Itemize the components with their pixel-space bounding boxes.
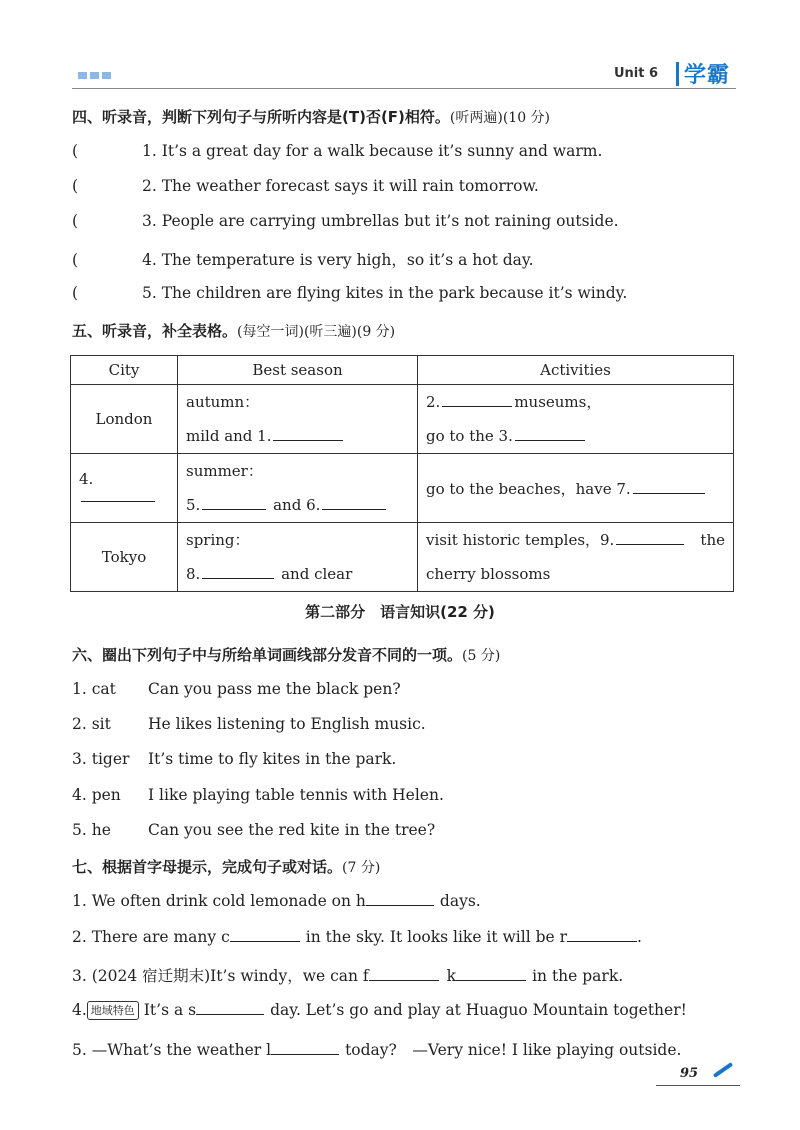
col-header-season: Best season (178, 356, 418, 385)
pronunciation-item-1: 1. cat Can you pass me the black pen? (72, 680, 401, 698)
activities-cell: 2. museums， go to the 3. (418, 385, 734, 454)
tf-item-5: ( 5. The children are flying kites in the park because it’s windy. (72, 284, 628, 302)
completion-item-2: 2. There are many c in the sky. It looks like it will be r . (72, 928, 642, 946)
activities-cell: visit historic temples，9. the cherry blossoms (418, 523, 734, 592)
season-cell: summer： 5. and 6. (178, 454, 418, 523)
completion-item-5: 5. —What’s the weather l today? —Very nice! I like playing outside. (72, 1041, 682, 1059)
section-5-title: 五、听录音，补全表格。(每空一词)(听三遍)(9 分) (72, 322, 396, 340)
city-cell: 4. (71, 454, 178, 523)
section-4-title: 四、听录音，判断下列句子与所听内容是(T)否(F)相符。(听两遍)(10 分) (72, 108, 551, 126)
table-row (71, 523, 734, 592)
answer-blank[interactable] (442, 405, 512, 407)
answer-paren[interactable]: ( (72, 142, 79, 160)
regional-feature-tag: 地域特色 (87, 1001, 139, 1020)
completion-item-1: 1. We often drink cold lemonade on h days. (72, 892, 481, 910)
tf-item-2: ( 2. The weather forecast says it will rain tomorrow. (72, 177, 539, 195)
logo-bar (676, 62, 679, 86)
pencil-icon (713, 1062, 733, 1078)
city-cell: Tokyo (71, 523, 178, 592)
answer-blank[interactable] (202, 577, 274, 579)
footer-rule (656, 1085, 740, 1086)
answer-paren[interactable]: ( (72, 212, 79, 230)
answer-blank[interactable] (322, 508, 386, 510)
city-cell: London (71, 385, 178, 454)
fill-table (70, 355, 734, 592)
pronunciation-item-5: 5. he Can you see the red kite in the tree? (72, 821, 436, 839)
col-header-activities: Activities (418, 356, 734, 385)
answer-blank[interactable] (271, 1053, 339, 1055)
page-number: 95 (680, 1066, 699, 1081)
answer-blank[interactable] (616, 543, 684, 545)
tf-item-4: ( 4. The temperature is very high，so it’s a hot day. (72, 251, 534, 269)
brand-logo: 学霸 (684, 63, 731, 88)
unit-label: Unit 6 (613, 66, 658, 81)
answer-blank[interactable] (273, 439, 343, 441)
part-2-title: 第二部分 语言知识(22 分) (305, 603, 495, 621)
answer-blank[interactable] (369, 979, 439, 981)
answer-blank[interactable] (633, 492, 705, 494)
table-row (71, 454, 734, 523)
pronunciation-item-4: 4. pen I like playing table tennis with Helen. (72, 786, 444, 804)
answer-blank[interactable] (196, 1013, 264, 1015)
answer-blank[interactable] (567, 940, 637, 942)
pronunciation-item-2: 2. sit He likes listening to English music. (72, 715, 426, 733)
answer-blank[interactable] (202, 508, 266, 510)
answer-blank[interactable] (81, 500, 155, 502)
answer-blank[interactable] (515, 439, 585, 441)
pronunciation-item-3: 3. tiger It’s time to fly kites in the park. (72, 750, 397, 768)
answer-blank[interactable] (366, 904, 434, 906)
table-row (71, 385, 734, 454)
tf-item-1: ( 1. It’s a great day for a walk because it’s sunny and warm. (72, 142, 603, 160)
season-cell: spring： 8. and clear (178, 523, 418, 592)
header-rule (72, 88, 736, 89)
answer-blank[interactable] (230, 940, 300, 942)
answer-paren[interactable]: ( (72, 284, 79, 302)
activities-cell: go to the beaches，have 7. (418, 454, 734, 523)
tf-item-3: ( 3. People are carrying umbrellas but it’s not raining outside. (72, 212, 619, 230)
section-6-title: 六、圈出下列句子中与所给单词画线部分发音不同的一项。(5 分) (72, 646, 501, 664)
season-cell: autumn： mild and 1. (178, 385, 418, 454)
section-7-title: 七、根据首字母提示，完成句子或对话。(7 分) (72, 858, 381, 876)
answer-paren[interactable]: ( (72, 177, 79, 195)
answer-paren[interactable]: ( (72, 251, 79, 269)
completion-item-3: 3. (2024 宿迁期末)It’s windy，we can f k in the park. (72, 967, 624, 985)
completion-item-4: 4. 地域特色 It’s a s day. Let’s go and play at Huaguo Mountain together! (72, 1001, 687, 1019)
col-header-city: City (71, 356, 178, 385)
answer-blank[interactable] (456, 979, 526, 981)
header-decoration (78, 72, 111, 79)
